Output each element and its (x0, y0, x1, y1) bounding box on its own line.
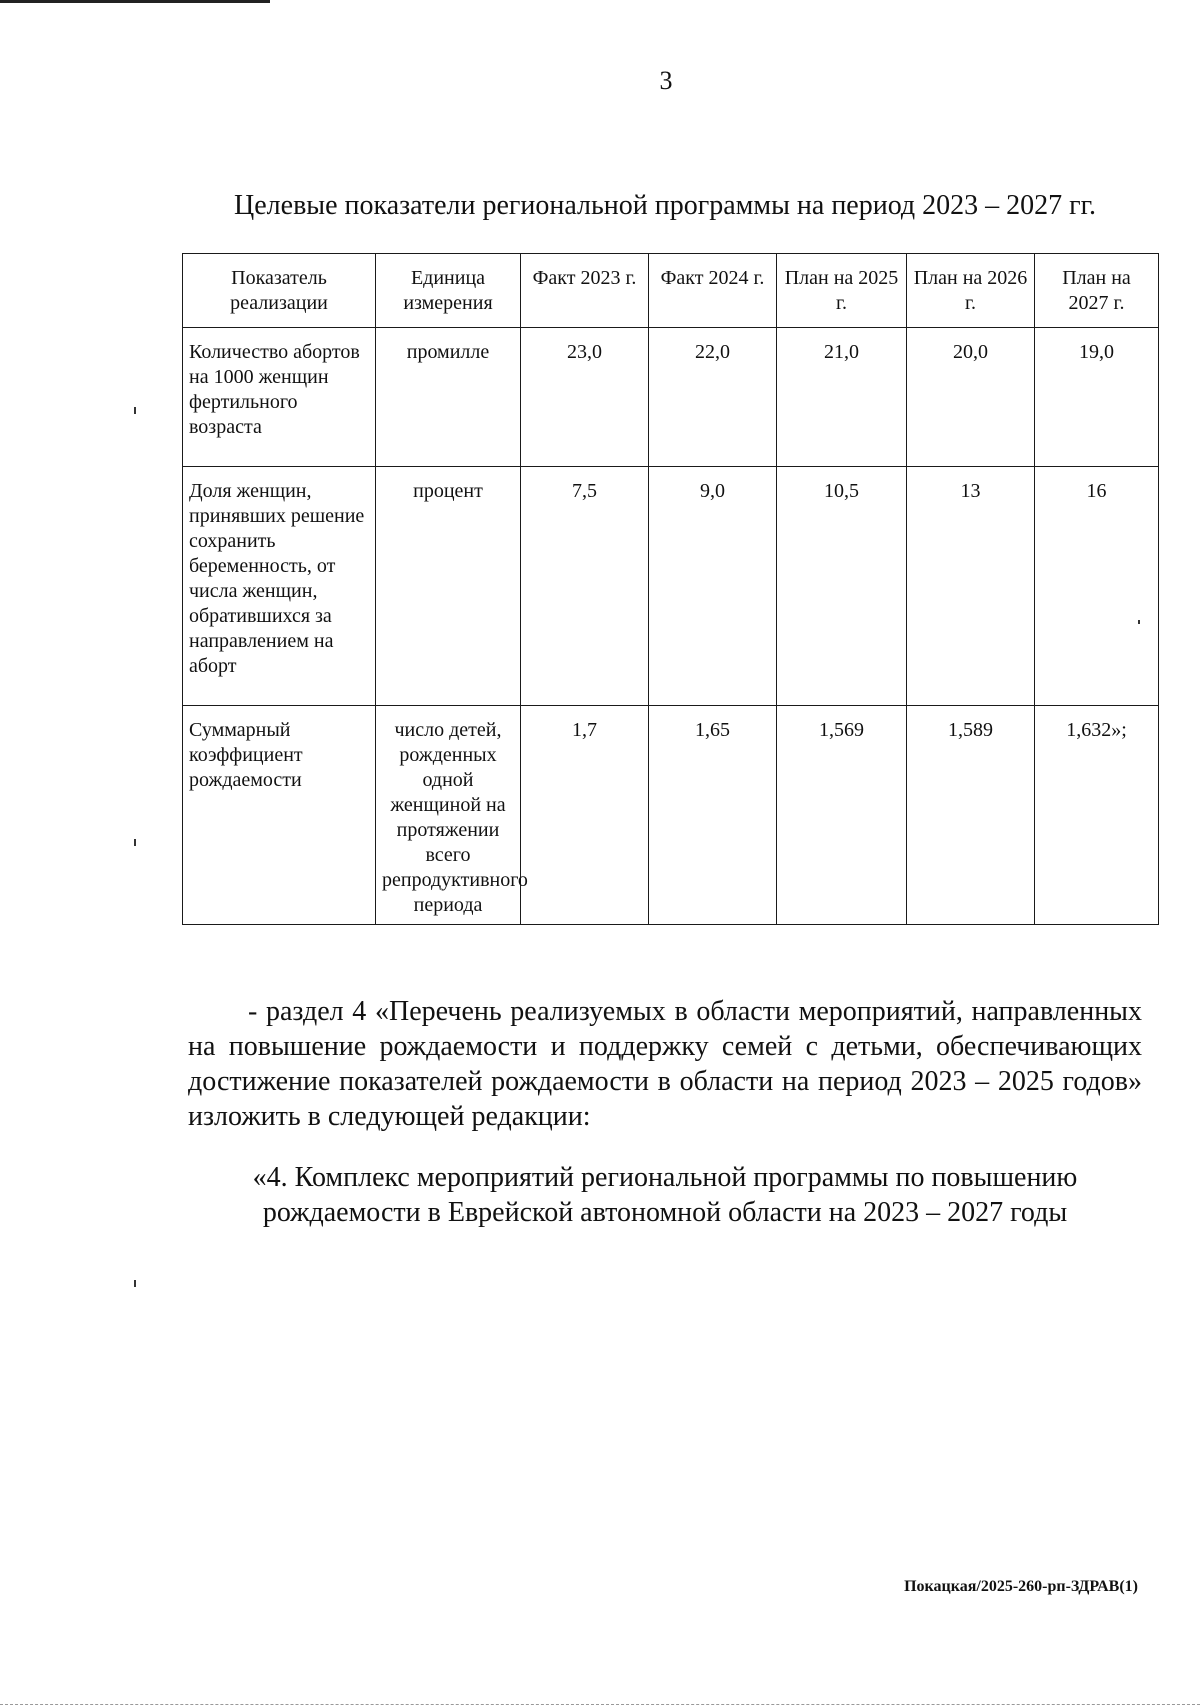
section-heading (150, 1160, 1180, 1230)
value-cell-2027: 1,632»; (1035, 706, 1159, 925)
scan-speck (134, 839, 136, 846)
document-code: Покацкая/2025-260-рп-ЗДРАВ(1) (904, 1578, 1138, 1595)
unit-cell: число детей, рожденных одной женщиной на протяжении всего репродуктивного периода (376, 706, 521, 925)
header-plan-2026: План на 2026 г. (907, 254, 1035, 328)
header-plan-2025: План на 2025 г. (777, 254, 907, 328)
table-row (183, 328, 1159, 467)
table-title: Целевые показатели региональной программы на период 2023 – 2027 гг. (234, 190, 1096, 221)
unit-cell: промилле (376, 328, 521, 467)
scan-speck (134, 1280, 136, 1287)
header-indicator: Показатель реализации (183, 254, 376, 328)
section-heading-line-2: рождаемости в Еврейской автономной области на 2023 – 2027 годы (262, 1197, 1068, 1228)
value-cell-2024: 22,0 (649, 328, 777, 467)
value-cell-2023: 1,7 (521, 706, 649, 925)
table-row (183, 467, 1159, 706)
value-cell-2023: 23,0 (521, 328, 649, 467)
value-cell-2026: 20,0 (907, 328, 1035, 467)
value-cell-2026: 1,589 (907, 706, 1035, 925)
value-cell-2027: 19,0 (1035, 328, 1159, 467)
table-row (183, 706, 1159, 925)
section-heading-line-1: «4. Комплекс мероприятий региональной программы по повышению (252, 1162, 1078, 1193)
unit-cell: процент (376, 467, 521, 706)
value-cell-2023: 7,5 (521, 467, 649, 706)
indicator-cell: Количество абортов на 1000 женщин фертильного возраста (183, 328, 376, 467)
header-fact-2024: Факт 2024 г. (649, 254, 777, 328)
indicator-cell: Доля женщин, принявших решение сохранить беременность, от числа женщин, обратившихся за направлением на аборт (183, 467, 376, 706)
amendment-paragraph: - раздел 4 «Перечень реализуемых в области мероприятий, направленных на повышение рождаемости и поддержку семей с детьми, обеспечивающих достижение показателей рождаемости в области на период 2023 – 2025 годов» изложить в следующей редакции: (188, 996, 1142, 1132)
header-fact-2023: Факт 2023 г. (521, 254, 649, 328)
header-plan-2027: План на 2027 г. (1035, 254, 1159, 328)
page-number: 3 (659, 66, 673, 95)
top-scan-rule (0, 0, 270, 3)
scan-speck (134, 407, 136, 414)
value-cell-2025: 1,569 (777, 706, 907, 925)
scan-speck (1138, 620, 1140, 624)
table-header-row (183, 254, 1159, 328)
value-cell-2024: 1,65 (649, 706, 777, 925)
indicator-cell: Суммарный коэффициент рождаемости (183, 706, 376, 925)
value-cell-2026: 13 (907, 467, 1035, 706)
value-cell-2027: 16 (1035, 467, 1159, 706)
value-cell-2025: 21,0 (777, 328, 907, 467)
value-cell-2025: 10,5 (777, 467, 907, 706)
value-cell-2024: 9,0 (649, 467, 777, 706)
indicators-table (182, 253, 1159, 925)
header-unit: Единица измерения (376, 254, 521, 328)
